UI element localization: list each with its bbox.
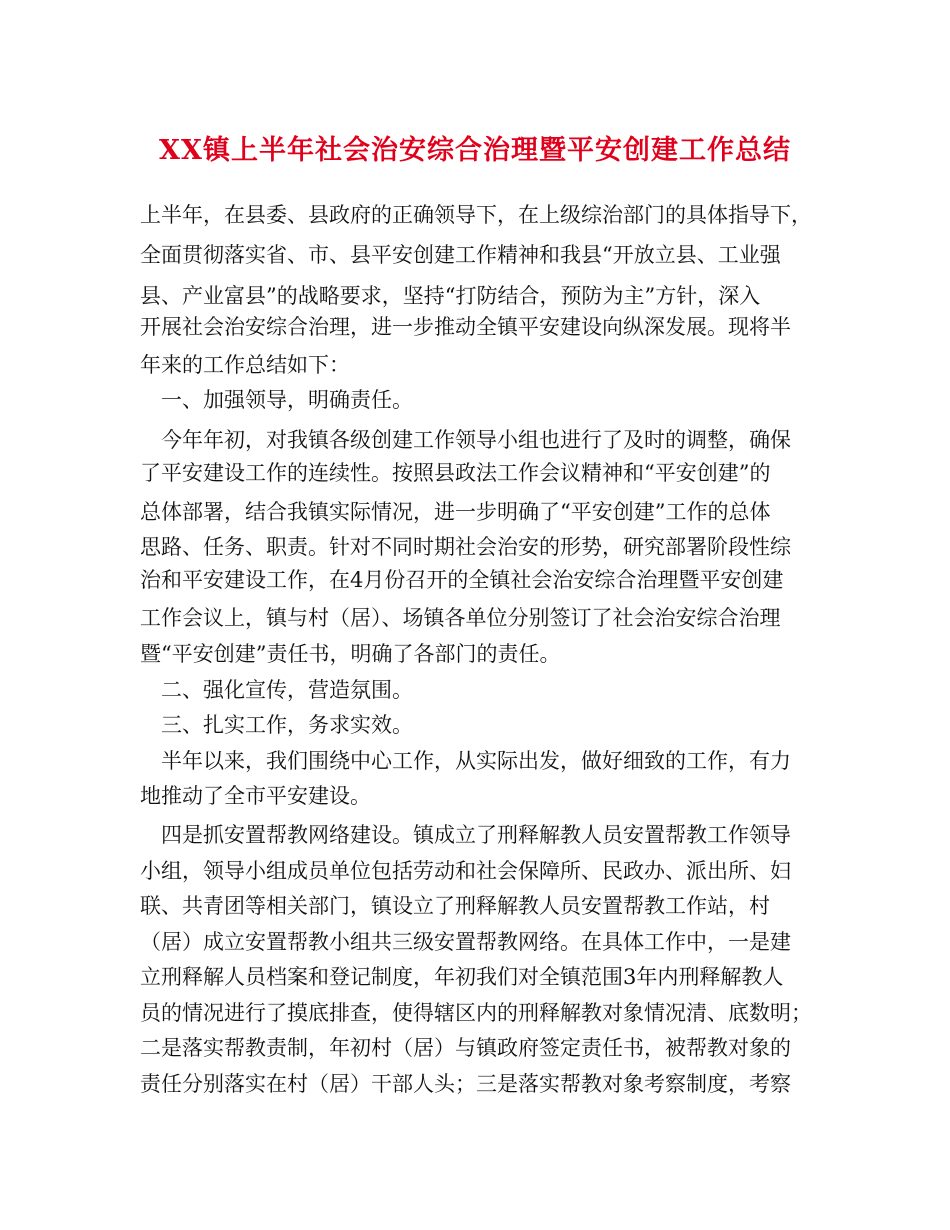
text-line: 地推动了全市平安建设。	[140, 784, 371, 808]
text-line: 二、强化宣传，营造氛围。	[140, 678, 413, 702]
text-line: 联、共青团等相关部门，镇设立了刑释解教人员安置帮教工作站，村	[140, 894, 770, 918]
text-line: 四是抓安置帮教网络建设。镇成立了刑释解教人员安置帮教工作领导	[140, 823, 791, 847]
text-line: 责任分别落实在村（居）干部人头；三是落实帮教对象考察制度，考察	[140, 1072, 791, 1096]
text-line: 工作会议上，镇与村（居）、场镇各单位分别签订了社会治安综合治理	[140, 606, 781, 630]
text-line: 上半年，在县委、县政府的正确领导下，在上级综治部门的具体指导下，	[140, 203, 812, 227]
text-line: 小组，领导小组成员单位包括劳动和社会保障所、民政办、派出所、妇	[140, 859, 791, 883]
text-line: 员的情况进行了摸底排查，使得辖区内的刑释解教对象情况清、底数明；	[140, 1001, 812, 1025]
text-line: （居）成立安置帮教小组共三级安置帮教网络。在具体工作中，一是建	[140, 930, 791, 954]
text-line: 思路、任务、职责。针对不同时期社会治安的形势，研究部署阶段性综	[140, 535, 791, 559]
text-line: 全面贯彻落实省、市、县平安创建工作精神和我县“开放立县、工业强	[140, 243, 781, 267]
text-line: 半年以来，我们围绕中心工作，从实际出发，做好细致的工作，有力	[140, 749, 791, 773]
text-line: 三、扎实工作，务求实效。	[140, 713, 413, 737]
text-line: 立刑释解人员档案和登记制度，年初我们对全镇范围3年内刑释解教人	[140, 965, 784, 989]
text-line: 总体部署，结合我镇实际情况，进一步明确了“平安创建”工作的总体	[140, 500, 771, 524]
text-line: 一、加强领导，明确责任。	[140, 388, 413, 412]
text-line: 暨“平安创建”责任书，明确了各部门的责任。	[140, 642, 561, 666]
text-line: 县、产业富县”的战略要求，坚持“打防结合，预防为主”方针，深入	[140, 284, 761, 308]
document-title: XX镇上半年社会治安综合治理暨平安创建工作总结	[159, 135, 791, 166]
text-line: 开展社会治安综合治理，进一步推动全镇平安建设向纵深发展。现将半	[140, 315, 791, 339]
text-line: 治和平安建设工作，在4月份召开的全镇社会治安综合治理暨平安创建	[140, 568, 784, 592]
text-line: 了平安建设工作的连续性。按照县政法工作会议精神和“平安创建”的	[140, 461, 771, 485]
text-line: 年来的工作总结如下：	[140, 353, 350, 377]
text-line: 二是落实帮教责制，年初村（居）与镇政府签定责任书，被帮教对象的	[140, 1036, 791, 1060]
text-line: 今年年初，对我镇各级创建工作领导小组也进行了及时的调整，确保	[140, 428, 791, 452]
